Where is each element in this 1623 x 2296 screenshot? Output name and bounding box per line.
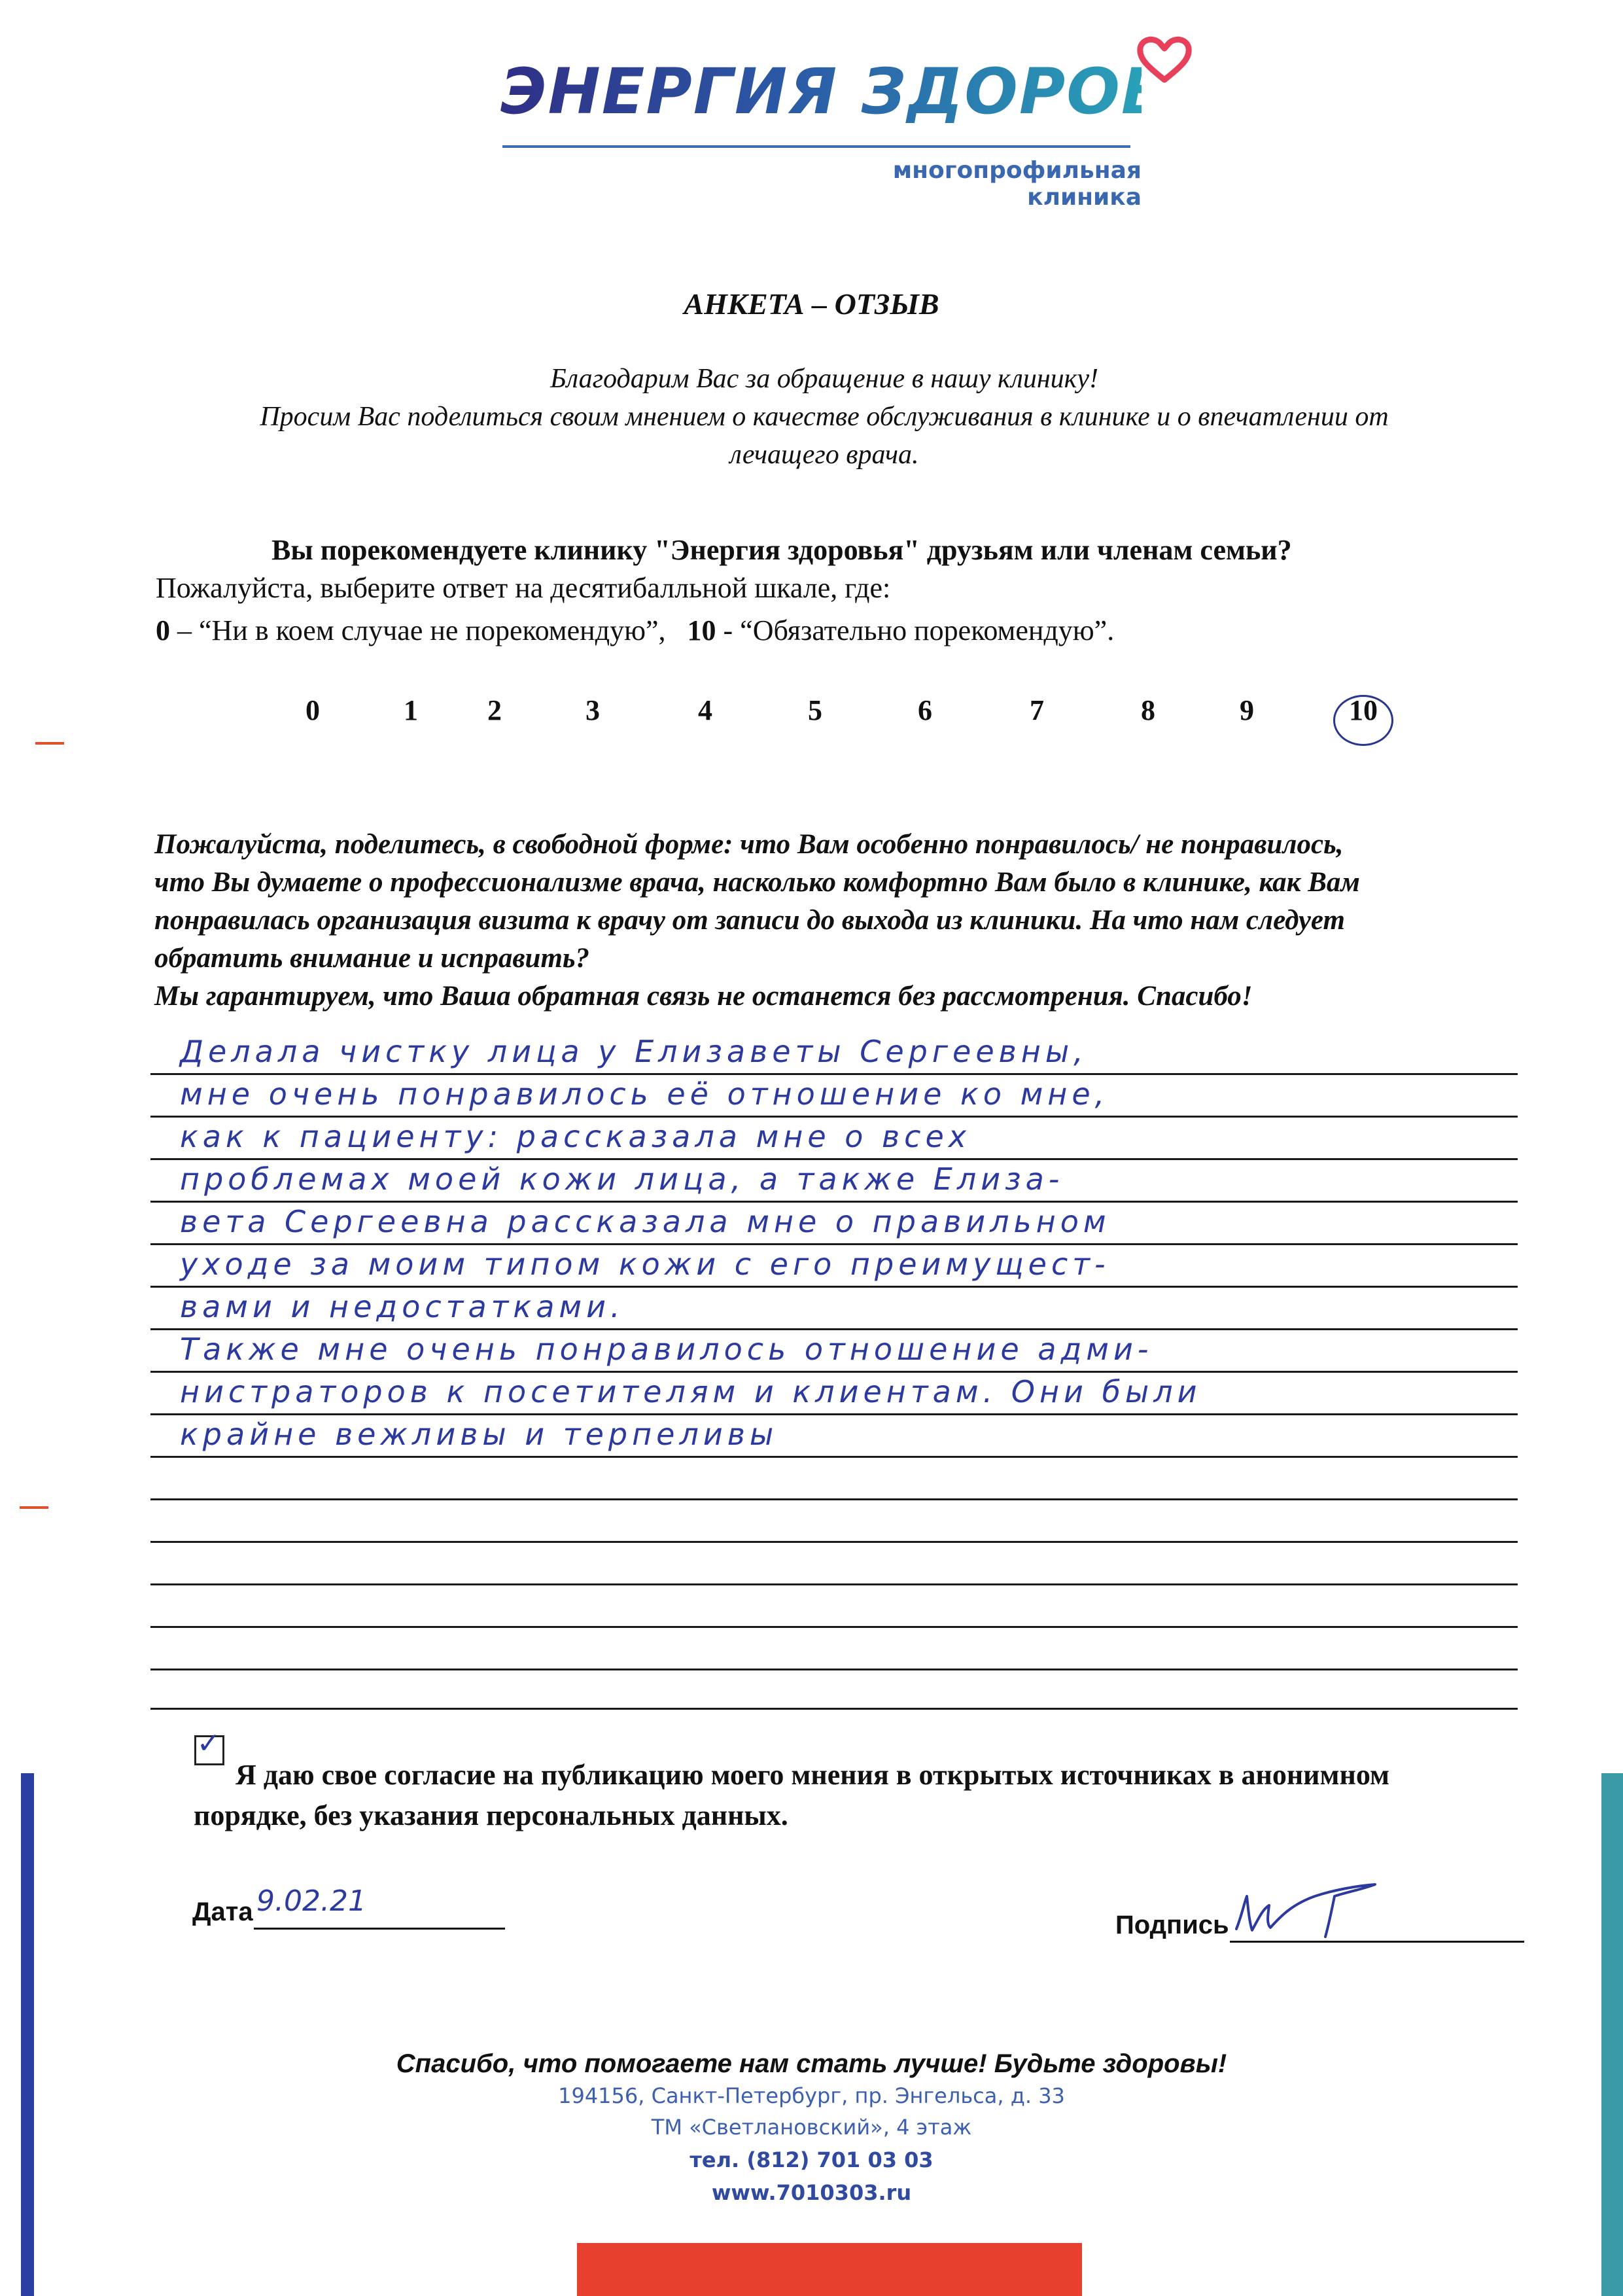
recommend-hint: Пожалуйста, выберите ответ на десятибалльной шкале, где: — [156, 572, 891, 604]
answer-line — [150, 1328, 1518, 1330]
answer-line — [150, 1116, 1518, 1118]
brand-stripe-left — [21, 1773, 34, 2296]
fold-mark — [20, 1506, 48, 1509]
intro-line: Просим Вас поделиться своим мнением о качестве обслуживания в клинике и о впечатлении от — [260, 402, 1389, 432]
handwritten-feedback-line: мне очень понравилось её отношение ко мне, — [180, 1076, 1109, 1112]
scale-max-value: 10 — [687, 614, 716, 646]
selected-score-circle — [1333, 695, 1393, 746]
footer-thanks: Спасибо, что помогаете нам стать лучше! Будьте здоровы! — [396, 2049, 1227, 2078]
handwritten-feedback-line: как к пациенту: рассказала мне о всех — [180, 1119, 971, 1154]
scale-option-7[interactable]: 7 — [1030, 694, 1044, 726]
feedback-question — [154, 826, 1528, 1016]
scale-option-4[interactable]: 4 — [698, 694, 712, 726]
scale-definition — [156, 614, 1114, 647]
scale-option-6[interactable]: 6 — [918, 694, 932, 726]
date-label: Дата — [192, 1898, 253, 1926]
answer-line — [150, 1456, 1518, 1458]
scale-option-9[interactable]: 9 — [1240, 694, 1254, 726]
intro-line: Благодарим Вас за обращение в нашу клинику! — [550, 364, 1098, 394]
scale-option-8[interactable]: 8 — [1141, 694, 1155, 726]
fold-mark — [35, 742, 64, 745]
consent-text-line: Я даю свое согласие на публикацию моего мнения в открытых источниках в анонимном — [236, 1759, 1389, 1791]
scale-min-text: – “Ни в коем случае не порекомендую”, — [170, 614, 666, 646]
handwritten-signature — [1230, 1877, 1380, 1949]
brand-stripe-bottom — [577, 2243, 1082, 2296]
answer-line — [150, 1073, 1518, 1075]
footer-address: 194156, Санкт-Петербург, пр. Энгельса, д. 33 — [558, 2083, 1065, 2108]
date-field-line[interactable] — [254, 1928, 505, 1930]
scale-option-2[interactable]: 2 — [487, 694, 502, 726]
answer-line — [150, 1669, 1518, 1670]
scale-option-1[interactable]: 1 — [404, 694, 418, 726]
answer-line — [150, 1371, 1518, 1373]
scale-option-3[interactable]: 3 — [585, 694, 600, 726]
checkmark-icon: ✓ — [196, 1727, 221, 1760]
scale-max-text: - “Обязательно порекомендую”. — [716, 614, 1115, 646]
signature-label: Подпись — [1115, 1911, 1229, 1939]
scale-option-5[interactable]: 5 — [808, 694, 822, 726]
scale-min-value: 0 — [156, 614, 170, 646]
handwritten-feedback-line: вами и недостатками. — [180, 1289, 625, 1324]
handwritten-feedback-line: Делала чистку лица у Елизаветы Сергеевны, — [180, 1034, 1088, 1069]
answer-line — [150, 1583, 1518, 1585]
intro-line: лечащего врача. — [729, 440, 919, 470]
handwritten-feedback-line: уходе за моим типом кожи с его преимущест- — [180, 1246, 1110, 1282]
answer-line — [150, 1158, 1518, 1160]
answer-line — [150, 1286, 1518, 1288]
consent-text-line: порядке, без указания персональных данных. — [194, 1799, 788, 1831]
clinic-logo-name: ЭНЕРГИЯ ЗДОРОВЬЯ — [500, 55, 1142, 147]
brand-stripe-right — [1601, 1773, 1623, 2296]
feedback-question-line: Пожалуйста, поделитесь, в свободной форме: что Вам особенно понравилось/ не понравилось, — [154, 829, 1344, 860]
feedback-question-line: что Вы думаете о профессионализме врача, насколько комфортно Вам было в клинике, как Вам — [154, 867, 1360, 898]
footer-website[interactable]: www.7010303.ru — [711, 2180, 912, 2205]
handwritten-feedback-line: вета Сергеевна рассказала мне о правильном — [180, 1204, 1111, 1239]
handwritten-feedback-line: крайне вежливы и терпеливы — [180, 1417, 778, 1452]
handwritten-feedback-line: Также мне очень понравилось отношение адми- — [180, 1332, 1153, 1367]
recommend-question: Вы порекомендуете клинику "Энергия здоровья" друзьям или членам семьи? — [271, 534, 1292, 566]
footer-address: ТМ «Светлановский», 4 этаж — [651, 2115, 972, 2140]
heart-icon — [1135, 33, 1194, 85]
scale-option-0[interactable]: 0 — [305, 694, 320, 726]
logo-underline — [502, 145, 1130, 148]
scale-option-10[interactable]: 10 — [1349, 694, 1378, 726]
answer-line — [150, 1708, 1518, 1710]
handwritten-feedback-line: проблемах моей кожи лица, а также Елиза- — [180, 1161, 1064, 1197]
answer-line — [150, 1626, 1518, 1628]
form-intro — [157, 360, 1492, 474]
footer-phone: тел. (812) 701 03 03 — [689, 2147, 934, 2172]
answer-line — [150, 1243, 1518, 1245]
handwritten-feedback-line: нистраторов к посетителям и клиентам. Они были — [180, 1374, 1202, 1409]
date-value: 9.02.21 — [256, 1884, 366, 1918]
feedback-question-line: Мы гарантируем, что Ваша обратная связь не останется без рассмотрения. Спасибо! — [154, 981, 1253, 1012]
answer-line — [150, 1201, 1518, 1203]
answer-line — [150, 1498, 1518, 1500]
answer-line — [150, 1413, 1518, 1415]
answer-line — [150, 1541, 1518, 1543]
feedback-question-line: понравилась организация визита к врачу от записи до выхода из клиники. На что нам следует — [154, 905, 1345, 936]
form-title: АНКЕТА – ОТЗЫВ — [684, 287, 939, 321]
clinic-logo-subtitle: многопрофильная клиника — [892, 157, 1142, 211]
feedback-question-line: обратить внимание и исправить? — [154, 943, 590, 974]
